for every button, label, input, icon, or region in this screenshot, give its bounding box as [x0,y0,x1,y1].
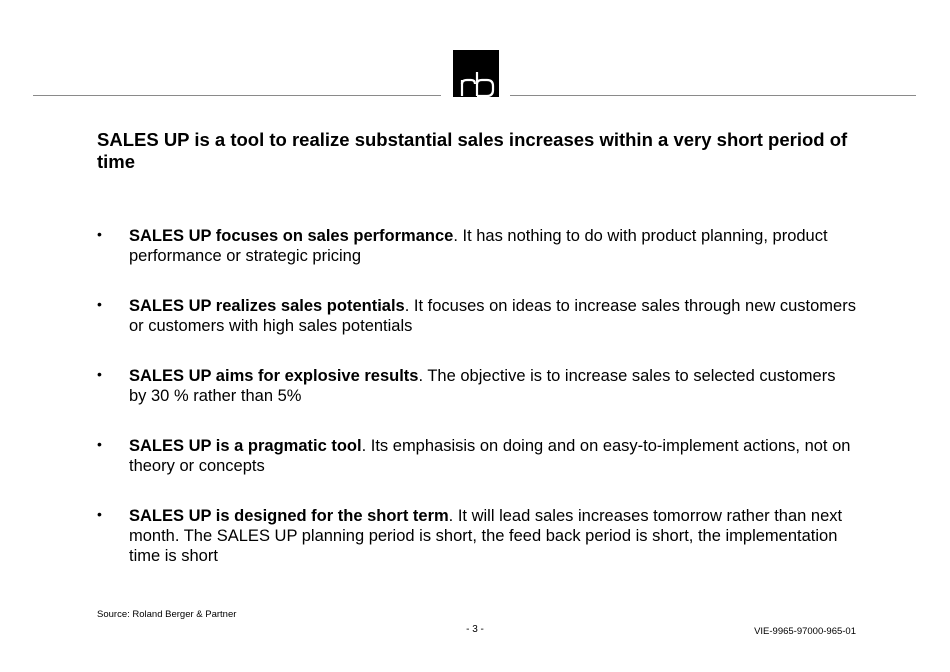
bullet-text: . It will lead sales increases tomorrow rather than next month. The SALES UP planning period is short, the feed back period is short, the implementation time is short [129,507,843,565]
page-title: SALES UP is a tool to realize substantial sales increases within a very short period of time [97,129,848,172]
bullet-heading: SALES UP is designed for the short term [129,507,449,525]
bullet-text: . It focuses on ideas to increase sales through new customers or customers with high sales potentials [129,297,856,335]
bullet-marker: • [97,226,102,242]
header-rule-left [33,95,441,96]
bullet-item [97,506,857,566]
bullet-marker: • [97,296,102,312]
rb-logo [453,50,499,97]
bullet-item [97,366,857,406]
bullet-heading: SALES UP is a pragmatic tool [129,437,362,455]
bullet-item [97,436,857,476]
bullet-text: . It has nothing to do with product planning, product performance or strategic pricing [129,227,828,265]
bullet-list [97,226,857,596]
bullet-heading: SALES UP aims for explosive results [129,367,419,385]
header-rule-right [510,95,916,96]
bullet-text: . The objective is to increase sales to selected customers by 30 % rather than 5% [129,367,836,405]
bullet-marker: • [97,366,102,382]
bullet-item [97,226,857,266]
rb-logo-mark [453,50,499,97]
document-id: VIE-9965-97000-965-01 [754,626,856,637]
bullet-heading: SALES UP focuses on sales performance [129,227,454,245]
bullet-marker: • [97,436,102,452]
bullet-text: . Its emphasisis on doing and on easy-to-implement actions, not on theory or concepts [129,437,851,475]
bullet-item [97,296,857,336]
bullet-marker: • [97,506,102,522]
page-number: - 3 - [466,624,484,635]
source-note: Source: Roland Berger & Partner [97,609,237,620]
bullet-heading: SALES UP realizes sales potentials [129,297,405,315]
